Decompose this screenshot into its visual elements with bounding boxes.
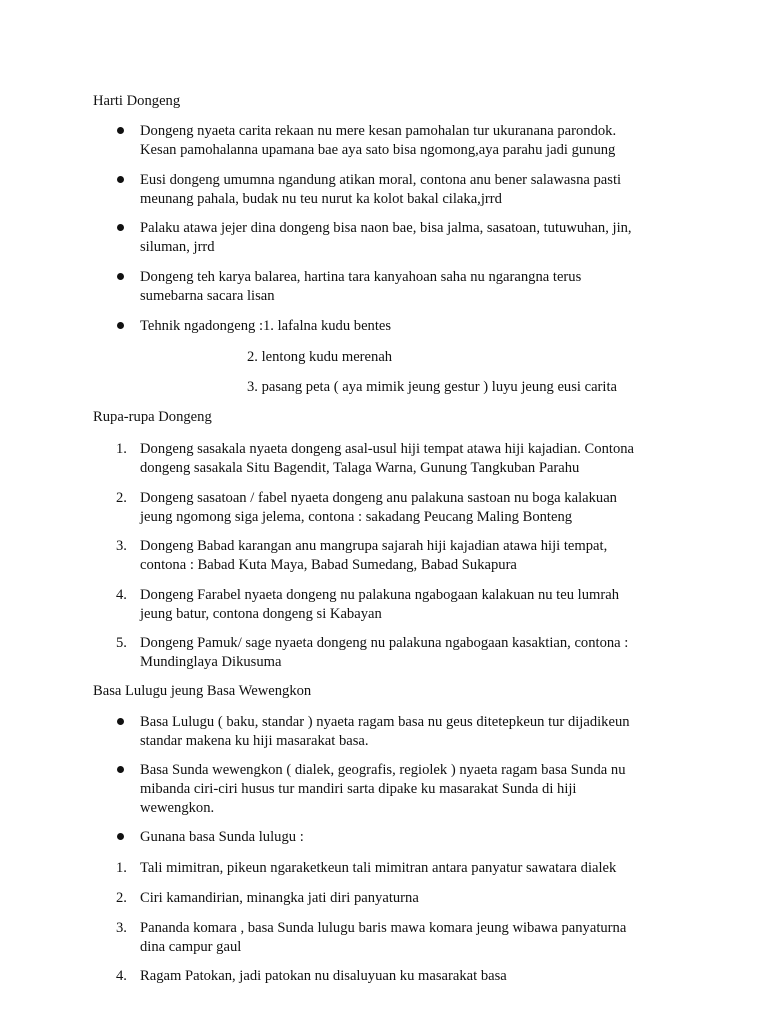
bullet-icon [117,833,124,840]
list-number: 3. [116,538,127,554]
list-number: 5. [116,635,127,651]
bullet-icon [117,224,124,231]
list-number: 1. [116,441,127,457]
list-item: Dongeng sasatoan / fabel nyaeta dongeng anu palakuna sastoan nu boga kalakuan jeung ngomong siga jelema, contona : sakadang Peucang Maling Bonteng [140,490,617,525]
section-heading: Rupa-rupa Dongeng [93,409,212,425]
list-item: Tali mimitran, pikeun ngaraketkeun tali mimitran antara panyatur sawatara dialek [140,860,617,876]
list-item: Dongeng sasakala nyaeta dongeng asal-usul hiji tempat atawa hiji kajadian. Contona dongeng sasakala Situ Bagendit, Talaga Warna, Gunung Tangkuban Parahu [140,441,635,476]
list-number: 3. [116,920,127,936]
list-item: Dongeng Babad karangan anu mangrupa sajarah hiji kajadian atawa hiji tempat, contona : Babad Kuta Maya, Babad Sumedang, Babad Sukapura [140,538,608,573]
list-continuation: 3. pasang peta ( aya mimik jeung gestur ) luyu jeung eusi carita [247,379,618,395]
bullet-icon [117,176,124,183]
list-item: Basa Sunda wewengkon ( dialek, geografis, regiolek ) nyaeta ragam basa Sunda nu mibanda ciri-ciri husus tur mandiri sarta dipake ku masarakat Sunda di hiji wewengkon. [140,762,626,816]
list-item: Pananda komara , basa Sunda lulugu baris mawa komara jeung wibawa panyaturna dina campur gaul [140,920,627,955]
list-number: 4. [116,968,127,984]
list-item: Dongeng Pamuk/ sage nyaeta dongeng nu palakuna ngabogaan kasaktian, contona : Mundinglaya Dikusuma [140,635,629,670]
list-item: Dongeng Farabel nyaeta dongeng nu palakuna ngabogaan kalakuan nu teu lumrah jeung batur, contona dongeng si Kabayan [140,587,619,622]
list-item: Basa Lulugu ( baku, standar ) nyaeta ragam basa nu geus ditetepkeun tur dijadikeun standar makena ku hiji masarakat basa. [140,714,630,749]
list-number: 4. [116,587,127,603]
list-item: Gunana basa Sunda lulugu : [140,829,304,845]
list-item: Ragam Patokan, jadi patokan nu disaluyuan ku masarakat basa [140,968,507,984]
bullet-icon [117,718,124,725]
list-item: Tehnik ngadongeng :1. lafalna kudu bentes [140,318,392,334]
section-heading: Harti Dongeng [93,93,181,109]
list-item: Palaku atawa jejer dina dongeng bisa naon bae, bisa jalma, sasatoan, tutuwuhan, jin, siluman, jrrd [140,220,632,255]
list-continuation: 2. lentong kudu merenah [247,349,393,365]
list-item: Eusi dongeng umumna ngandung atikan moral, contona anu bener salawasna pasti meunang pahala, budak nu teu nurut ka kolot bakal cilaka,jrrd [140,172,622,207]
bullet-icon [117,273,124,280]
list-item: Dongeng teh karya balarea, hartina tara kanyahoan saha nu ngarangna terus sumebarna sacara lisan [140,269,582,304]
bullet-icon [117,322,124,329]
list-number: 2. [116,490,127,506]
list-number: 2. [116,890,127,906]
section-heading: Basa Lulugu jeung Basa Wewengkon [93,683,312,699]
bullet-icon [117,127,124,134]
list-number: 1. [116,860,127,876]
bullet-icon [117,766,124,773]
list-item: Dongeng nyaeta carita rekaan nu mere kesan pamohalan tur ukuranana parondok. Kesan pamohalanna upamana bae aya sato bisa ngomong,aya parahu jadi gunung [140,123,617,158]
list-item: Ciri kamandirian, minangka jati diri panyaturna [140,890,419,906]
